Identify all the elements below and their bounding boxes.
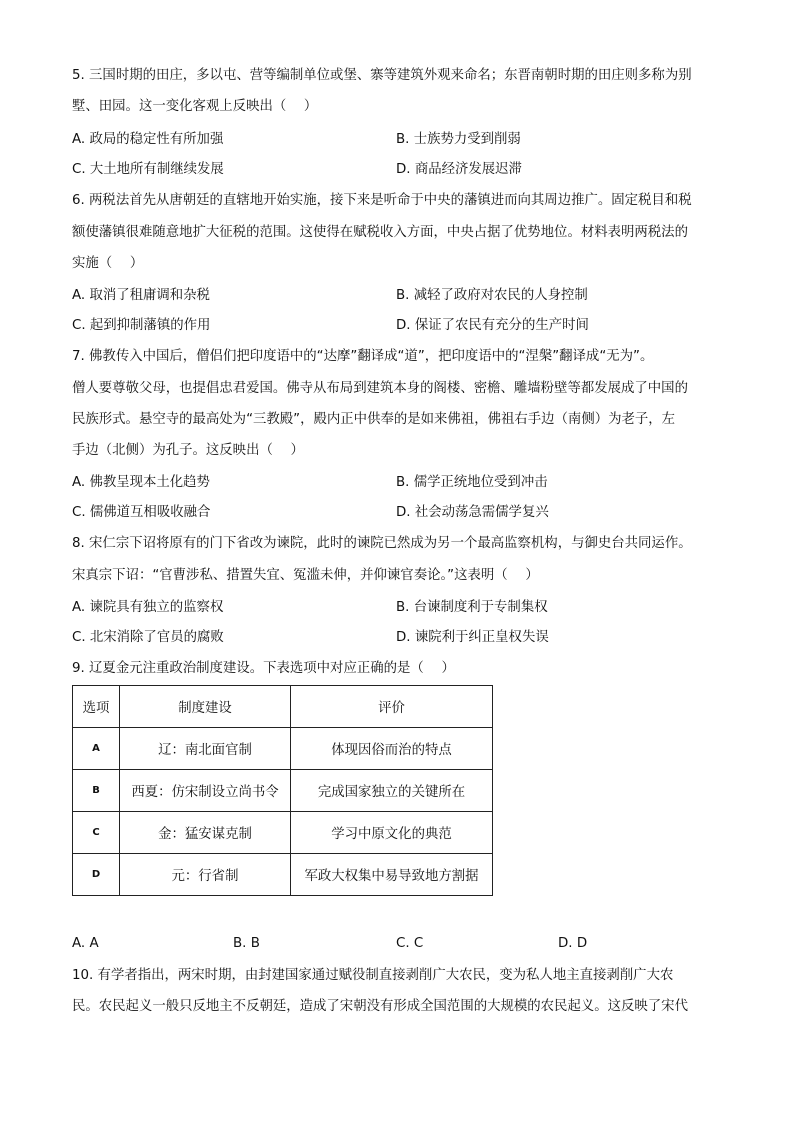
q8-option-d[interactable]: D. 谏院利于纠正皇权失误 bbox=[396, 630, 549, 645]
table-header-row bbox=[73, 686, 493, 728]
q5-option-a[interactable]: A. 政局的稳定性有所加强 bbox=[72, 132, 224, 147]
q10-stem-line-2: 民。农民起义一般只反地主不反朝廷，造成了宋朝没有形成全国范围的大规模的农民起义。这反映了宋代 bbox=[72, 999, 688, 1014]
q9-stem-line-1: 9. 辽夏金元注重政治制度建设。下表选项中对应正确的是（ ） bbox=[72, 661, 455, 676]
q9-option-b[interactable]: B. B bbox=[233, 936, 260, 951]
table-cell-evaluation: 军政大权集中易导致地方割据 bbox=[291, 854, 493, 896]
q5-stem-line-1: 5. 三国时期的田庄，多以屯、营等编制单位或堡、寨等建筑外观来命名；东晋南朝时期的田庄则多称为别 bbox=[72, 68, 692, 83]
q5-option-c[interactable]: C. 大土地所有制继续发展 bbox=[72, 162, 224, 177]
q8-option-b[interactable]: B. 台谏制度利于专制集权 bbox=[396, 600, 548, 615]
q6-stem-line-3: 实施（ ） bbox=[72, 256, 144, 271]
table-cell-system: 西夏：仿宋制设立尚书令 bbox=[120, 770, 291, 812]
table-header-cell: 选项 bbox=[73, 686, 120, 728]
table-header-cell: 制度建设 bbox=[120, 686, 291, 728]
q7-option-a[interactable]: A. 佛教呈现本土化趋势 bbox=[72, 475, 210, 490]
table-cell-option: A bbox=[73, 728, 120, 770]
table-cell-evaluation: 完成国家独立的关键所在 bbox=[291, 770, 493, 812]
q8-stem-line-1: 8. 宋仁宗下诏将原有的门下省改为谏院，此时的谏院已然成为另一个最高监察机构，与御史台共同运作。 bbox=[72, 536, 692, 551]
q10-stem-line-1: 10. 有学者指出，两宋时期，由封建国家通过赋役制直接剥削广大农民，变为私人地主直接剥削广大农 bbox=[72, 968, 674, 983]
table-cell-option: C bbox=[73, 812, 120, 854]
table-cell-system: 金：猛安谋克制 bbox=[120, 812, 291, 854]
q5-option-d[interactable]: D. 商品经济发展迟滞 bbox=[396, 162, 522, 177]
q6-option-a[interactable]: A. 取消了租庸调和杂税 bbox=[72, 288, 210, 303]
q8-option-a[interactable]: A. 谏院具有独立的监察权 bbox=[72, 600, 224, 615]
q6-option-d[interactable]: D. 保证了农民有充分的生产时间 bbox=[396, 318, 589, 333]
q9-option-c[interactable]: C. C bbox=[396, 936, 424, 951]
q7-option-b[interactable]: B. 儒学正统地位受到冲击 bbox=[396, 475, 548, 490]
q9-option-a[interactable]: A. A bbox=[72, 936, 99, 951]
q6-stem-line-2: 额使藩镇很难随意地扩大征税的范围。这使得在赋税收入方面，中央占据了优势地位。材料表明两税法的 bbox=[72, 225, 688, 240]
table-cell-evaluation: 体现因俗而治的特点 bbox=[291, 728, 493, 770]
table-cell-evaluation: 学习中原文化的典范 bbox=[291, 812, 493, 854]
q7-stem-line-2: 僧人要尊敬父母，也提倡忠君爱国。佛寺从布局到建筑本身的阁楼、密檐、雕墙粉壁等都发展成了中国的 bbox=[72, 381, 688, 396]
q7-stem-line-4: 手边（北侧）为孔子。这反映出（ ） bbox=[72, 443, 304, 458]
q6-stem-line-1: 6. 两税法首先从唐朝廷的直辖地开始实施，接下来是听命于中央的藩镇进而向其周边推广。固定税目和税 bbox=[72, 193, 692, 208]
table-cell-option: B bbox=[73, 770, 120, 812]
q9-option-d[interactable]: D. D bbox=[558, 936, 588, 951]
table-cell-option: D bbox=[73, 854, 120, 896]
q6-option-b[interactable]: B. 减轻了政府对农民的人身控制 bbox=[396, 288, 588, 303]
q7-option-c[interactable]: C. 儒佛道互相吸收融合 bbox=[72, 505, 211, 520]
table-cell-system: 元：行省制 bbox=[120, 854, 291, 896]
table-header-cell: 评价 bbox=[291, 686, 493, 728]
q7-option-d[interactable]: D. 社会动荡急需儒学复兴 bbox=[396, 505, 549, 520]
q8-stem-line-2: 宋真宗下诏：“官曹涉私、措置失宜、冤滥未伸，并仰谏官奏论。”这表明（ ） bbox=[72, 568, 539, 583]
q7-stem-line-3: 民族形式。悬空寺的最高处为“三教殿”，殿内正中供奉的是如来佛祖，佛祖右手边（南侧）为老子，左 bbox=[72, 412, 676, 427]
q6-option-c[interactable]: C. 起到抑制藩镇的作用 bbox=[72, 318, 211, 333]
table-row bbox=[73, 812, 493, 854]
q5-stem-line-2: 墅、田园。这一变化客观上反映出（ ） bbox=[72, 99, 318, 114]
table-row bbox=[73, 770, 493, 812]
table-row bbox=[73, 728, 493, 770]
table-cell-system: 辽：南北面官制 bbox=[120, 728, 291, 770]
table-row bbox=[73, 854, 493, 896]
q7-stem-line-1: 7. 佛教传入中国后，僧侣们把印度语中的“达摩”翻译成“道”，把印度语中的“涅槃”翻译成“无为”。 bbox=[72, 349, 654, 364]
q5-option-b[interactable]: B. 士族势力受到削弱 bbox=[396, 132, 521, 147]
q9-table bbox=[72, 685, 493, 896]
q8-option-c[interactable]: C. 北宋消除了官员的腐败 bbox=[72, 630, 224, 645]
